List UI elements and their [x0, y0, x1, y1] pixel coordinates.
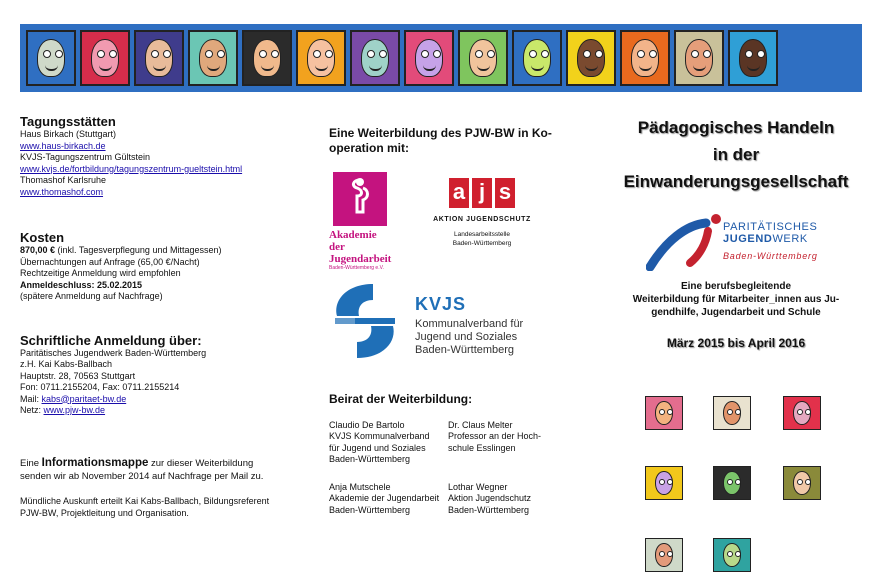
face-thumbnail-icon [645, 466, 683, 500]
pjw-name-2b: WERK [772, 233, 808, 245]
cartoon-face-icon [728, 30, 778, 86]
beirat-member [448, 482, 579, 517]
auskunft-line: PJW-BW, Projektleitung und Organisation. [20, 507, 189, 518]
ajs-mark-icon: a j s [449, 178, 515, 208]
beirat-member-line: Baden-Württemberg [448, 504, 530, 515]
header-banner [20, 24, 862, 92]
akademie-figure-icon [333, 172, 387, 226]
kosten-price-line [20, 245, 310, 257]
cartoon-face-icon [296, 30, 346, 86]
cover-title-line3: Einwanderungsgesellschaft [623, 172, 849, 191]
beirat-member-line: für Jugend und Soziales [329, 442, 426, 453]
venue-link[interactable]: www.haus-birkach.de [20, 140, 106, 151]
cover-title-line2: in der [712, 145, 760, 164]
beirat-member-line: Baden-Württemberg [329, 454, 411, 464]
mail-link[interactable]: kabs@paritaet-bw.de [41, 393, 127, 404]
beirat-section [329, 394, 579, 516]
pjw-logo [608, 209, 864, 279]
kooperation-heading-line2: operation mit: [329, 141, 409, 155]
face-thumbnail-icon [783, 466, 821, 500]
kvjs-wordmark: KVJS [415, 294, 467, 314]
cartoon-face-icon [458, 30, 508, 86]
web-line [20, 405, 310, 417]
phone-line: Fon: 0711.2155204, Fax: 0711.2155214 [20, 382, 180, 392]
face-thumbnail-icon [783, 396, 821, 430]
beirat-member-line: KVJS Kommunalverband [329, 431, 430, 441]
tagungsstaetten-section [20, 114, 310, 198]
venue-link[interactable]: www.thomashof.com [20, 186, 104, 197]
kooperation-heading [329, 126, 579, 156]
address-line: z.H. Kai Kabs-Ballbach [20, 359, 113, 369]
cover-title-line1: Pädagogisches Handeln [637, 118, 835, 137]
price: 870,00 € [20, 245, 56, 255]
cartoon-face-icon [674, 30, 724, 86]
ajs-name: AKTION JUGENDSCHUTZ [433, 216, 531, 223]
beirat-member [329, 482, 448, 517]
ajs-sub1: Landesarbeitsstelle [453, 230, 510, 238]
info-pre: Eine [20, 457, 42, 469]
face-thumbnail-icon [645, 538, 683, 572]
beirat-member-line: Dr. Claus Melter [448, 419, 513, 430]
cartoon-face-icon [80, 30, 130, 86]
info-post: zur dieser Weiterbildung [148, 457, 254, 469]
face-thumbnail-icon [713, 538, 751, 572]
anmeldung-section [20, 333, 310, 417]
cover-column [608, 114, 864, 350]
ajs-logo [417, 178, 547, 248]
kooperation-heading-line1: Eine Weiterbildung des PJW-BW in Ko- [329, 126, 552, 140]
venue-link[interactable]: www.kvjs.de/fortbildung/tagungszentrum-gueltstein.html [20, 163, 243, 174]
cartoon-face-icon [134, 30, 184, 86]
face-thumbnail-icon [713, 396, 751, 430]
kvjs-name-3: Baden-Württemberg [415, 344, 515, 356]
kvjs-name-1: Kommunalverband für [415, 318, 524, 330]
kosten-line: Übernachtungen auf Anfrage (65,00 €/Nacht) [20, 256, 200, 267]
beirat-member-line: Aktion Jugendschutz [448, 493, 532, 503]
subtitle-line2: Weiterbildung für Mitarbeiter_innen aus Ju- [632, 294, 840, 305]
venue-name: KVJS-Tagungszentrum Gültstein [20, 152, 151, 162]
beirat-member-line: Claudio De Bartolo [329, 419, 405, 430]
pjw-name-1: PARITÄTISCHES [723, 221, 818, 233]
web-link[interactable]: www.pjw-bw.de [43, 405, 106, 415]
address-line: Paritätisches Jugendwerk Baden-Württemberg [20, 347, 207, 358]
akademie-name-2: Jugendarbeit [329, 253, 392, 265]
pjw-mark-icon [646, 211, 726, 271]
beirat-member-line: Professor an der Hoch- [448, 431, 542, 441]
pjw-name-3: Baden-Württemberg [723, 251, 818, 261]
pjw-name-2a: JUGEND [723, 233, 773, 245]
beirat-member [448, 420, 579, 466]
beirat-member-line: Baden-Württemberg [329, 504, 411, 515]
beirat-member [329, 420, 448, 466]
partner-column [329, 126, 579, 515]
venue-name: Haus Birkach (Stuttgart) [20, 129, 117, 139]
beirat-member-line: Akademie der Jugendarbeit [329, 493, 440, 503]
venue-name: Thomashof Karlsruhe [20, 175, 107, 185]
cartoon-face-icon [242, 30, 292, 86]
akademie-name-1: Akademie der [329, 229, 377, 253]
info-line: senden wir ab November 2014 auf Nachfrage per Mail zu. [20, 470, 264, 482]
cartoon-face-icon [512, 30, 562, 86]
info-column [20, 114, 310, 519]
akademie-sub: Baden-Württemberg e.V. [329, 265, 384, 271]
cartoon-face-icon [350, 30, 400, 86]
face-thumbnail-icon [713, 466, 751, 500]
ajs-sub2: Baden-Württemberg [452, 239, 512, 247]
kvjs-mark-icon [329, 280, 401, 362]
cartoon-face-icon [26, 30, 76, 86]
price-note: (inkl. Tagesverpflegung und Mittagessen) [55, 245, 222, 255]
tagungsstaetten-heading: Tagungsstätten [20, 114, 116, 129]
kvjs-name-2: Jugend und Soziales [415, 331, 518, 343]
mail-line [20, 394, 310, 406]
beirat-member-line: schule Esslingen [448, 442, 516, 453]
face-thumbnail-icon [645, 396, 683, 430]
cartoon-face-icon [404, 30, 454, 86]
beirat-heading: Beirat der Weiterbildung: [329, 392, 473, 406]
beirat-member-line: Anja Mutschele [329, 481, 391, 492]
pjw-name-2 [723, 233, 818, 245]
kosten-line: Rechtzeitige Anmeldung wird empfohlen [20, 268, 181, 278]
info-strong: Informationsmappe [41, 456, 149, 469]
info-section [20, 457, 310, 519]
date-range: März 2015 bis April 2016 [666, 336, 806, 350]
info-line [20, 457, 310, 470]
subtitle-line3: gendhilfe, Jugendarbeit und Schule [651, 307, 821, 318]
auskunft-line: Mündliche Auskunft erteilt Kai Kabs-Ballbach, Bildungsreferent [20, 495, 270, 506]
kosten-line: (spätere Anmeldung auf Nachfrage) [20, 291, 163, 301]
mail-label: Mail: [20, 393, 42, 404]
deadline: Anmeldeschluss: 25.02.2015 [20, 279, 143, 290]
beirat-member-line: Lothar Wegner [448, 481, 508, 492]
address-line: Hauptstr. 28, 70563 Stuttgart [20, 370, 136, 381]
cartoon-face-icon [188, 30, 238, 86]
subtitle-line1: Eine berufsbegleitende [680, 281, 792, 292]
cartoon-face-icon [620, 30, 670, 86]
kosten-section [20, 230, 310, 303]
anmeldung-heading: Schriftliche Anmeldung über: [20, 332, 202, 348]
akademie-name [329, 229, 395, 265]
akademie-logo [329, 172, 395, 272]
web-label: Netz: [20, 405, 44, 415]
cartoon-face-icon [566, 30, 616, 86]
kvjs-logo [329, 280, 579, 366]
kosten-heading: Kosten [20, 230, 65, 245]
